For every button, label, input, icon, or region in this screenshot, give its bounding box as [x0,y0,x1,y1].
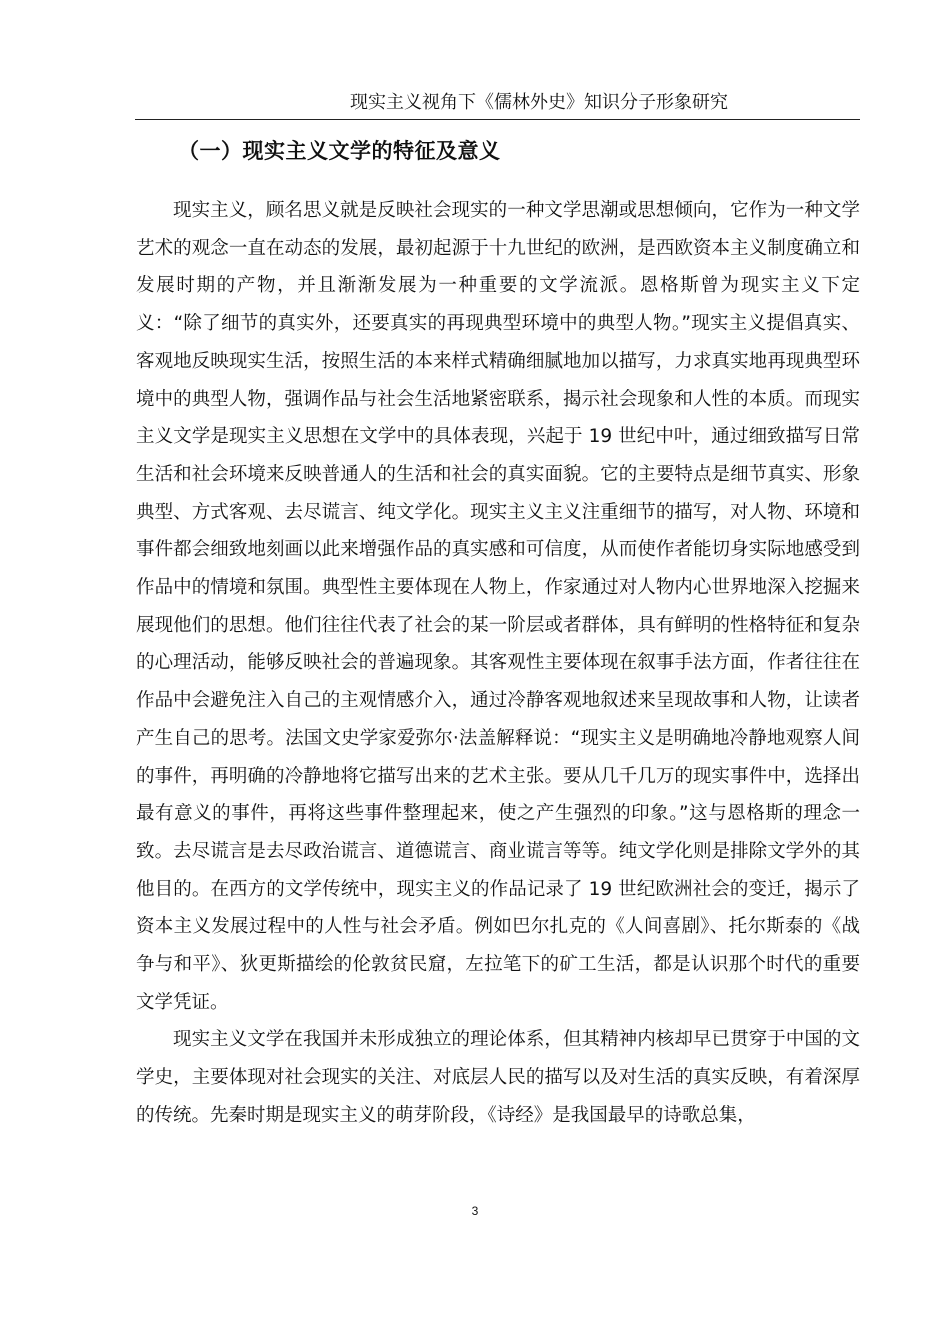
running-header [135,88,860,120]
paragraph-2: 现实主义文学在我国并未形成独立的理论体系，但其精神内核却早已贯穿于中国的文学史，主要体现对社会现实的关注、对底层人民的描写以及对生活的真实反映，有着深厚的传统。先秦时期是现实主义的萌芽阶段，《诗经》是我国最早的诗歌总集， [136,1029,860,1126]
body-text [136,192,860,1135]
section-heading: （一）现实主义文学的特征及意义 [178,139,501,163]
paragraph-1: 现实主义，顾名思义就是反映社会现实的一种文学思潮或思想倾向，它作为一种文学艺术的观念一直在动态的发展，最初起源于十九世纪的欧洲，是西欧资本主义制度确立和发展时期的产物，并且渐渐发展为一种重要的文学流派。恩格斯曾为现实主义下定义：“除了细节的真实外，还要真实的再现典型环境中的典型人物。”现实主义提倡真实、客观地反映现实生活，按照生活的本来样式精确细腻地加以描写，力求真实地再现典型环境中的典型人物，强调作品与社会生活地紧密联系，揭示社会现象和人性的本质。而现实主义文学是现实主义思想在文学中的具体表现，兴起于 19 世纪中叶，通过细致描写日常生活和社会环境来反映普通人的生活和社会的真实面貌。它的主要特点是细节真实、形象典型、方式客观、去尽谎言、纯文学化。现实主义主义注重细节的描写，对人物、环境和事件都会细致地刻画以此来增强作品的真实感和可信度，从而使作者能切身实际地感受到作品中的情境和氛围。典型性主要体现在人物上，作家通过对人物内心世界地深入挖掘来展现他们的思想。他们往往代表了社会的某一阶层或者群体，具有鲜明的性格特征和复杂的心理活动，能够反映社会的普遍现象。其客观性主要体现在叙事手法方面，作者往往在作品中会避免注入自己的主观情感介入，通过冷静客观地叙述来呈现故事和人物，让读者产生自己的思考。法国文史学家爱弥尔·法盖解释说：“现实主义是明确地冷静地观察人间的事件，再明确的冷静地将它描写出来的艺术主张。要从几千几万的现实事件中，选择出最有意义的事件，再将这些事件整理起来，使之产生强烈的印象。”这与恩格斯的理念一致。去尽谎言是去尽政治谎言、道德谎言、商业谎言等等。纯文学化则是排除文学外的其他目的。在西方的文学传统中，现实主义的作品记录了 19 世纪欧洲社会的变迁，揭示了资本主义发展过程中的人性与社会矛盾。例如巴尔扎克的《人间喜剧》、托尔斯泰的《战争与和平》、狄更斯描绘的伦敦贫民窟，左拉笔下的矿工生活，都是认识那个时代的重要文学凭证。 [136,200,860,1013]
page-number: 3 [471,1204,479,1218]
running-header-title: 现实主义视角下《儒林外史》知识分子形象研究 [350,92,728,113]
